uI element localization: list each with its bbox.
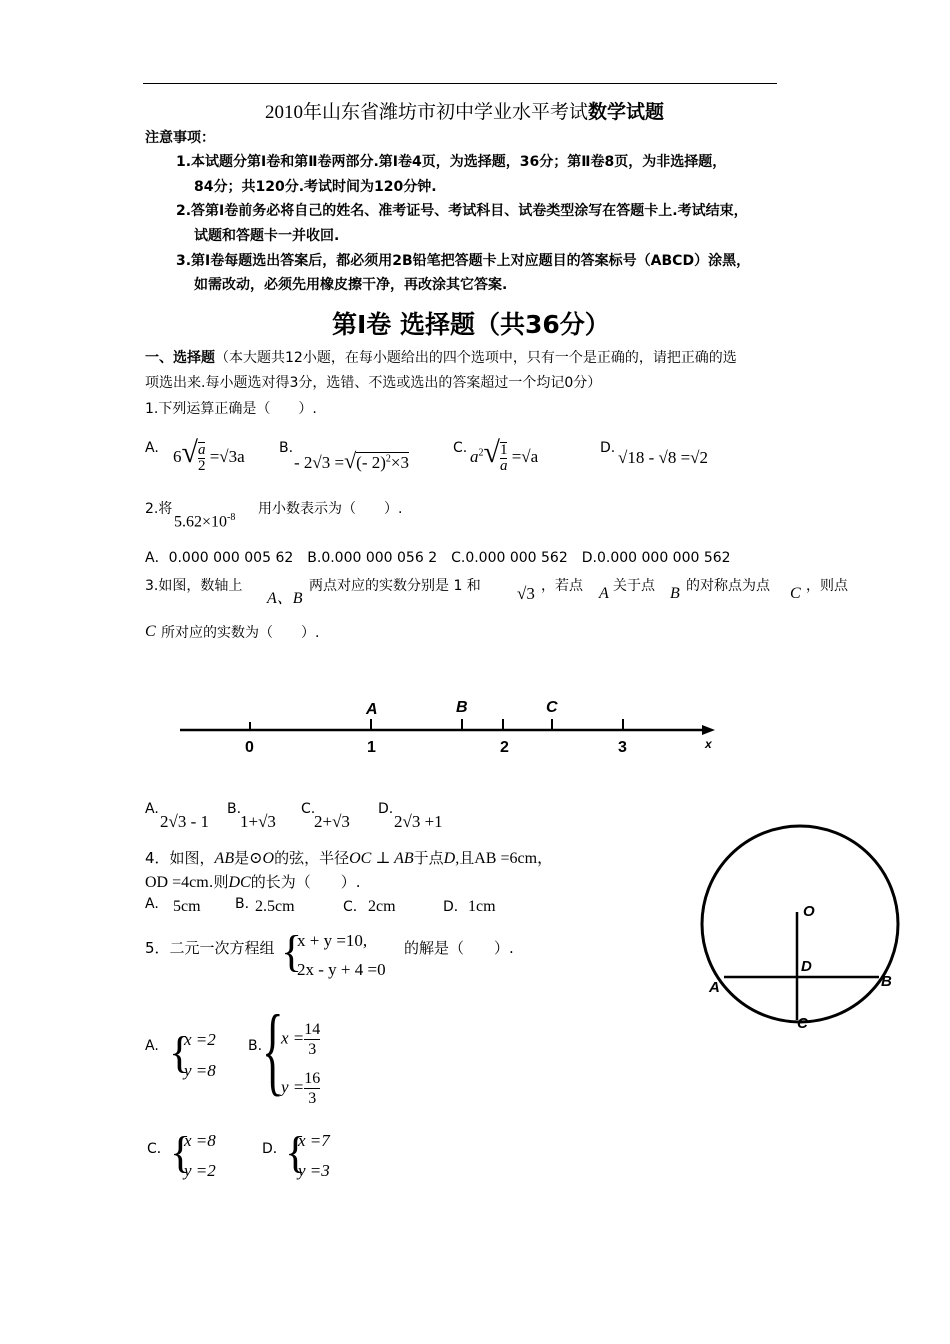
q1-label-d: D. [600, 440, 616, 456]
q5-post: 的解是（ ）. [404, 939, 514, 957]
q3-line2-rest: 所对应的实数为（ ）. [161, 625, 320, 641]
q1-c-base: a [470, 447, 479, 466]
tick-label-0: 0 [245, 739, 254, 756]
q3-mid2: ，若点 [541, 578, 583, 594]
circle-o [702, 826, 898, 1022]
q3-sqrt3: √3 [517, 584, 535, 603]
q4-option-a: 5cm [173, 898, 201, 915]
point-c-label: C [546, 699, 558, 716]
q5-d-y: y =3 [298, 1161, 330, 1180]
q4-option-c: 2cm [368, 898, 396, 915]
q1-a-num: a [197, 442, 206, 459]
q5-d-brace: { [285, 1128, 307, 1177]
q5-b-x [281, 1020, 320, 1059]
q2-expr [174, 512, 235, 531]
q5-b-brace: { [262, 994, 284, 1105]
part-one-desc1: （本大题共12小题，在每小题给出的四个选项中，只有一个是正确的，请把正确的选 [215, 350, 737, 366]
q5-system-brace: { [281, 927, 303, 976]
q4-l1-t1: 是 [234, 849, 250, 867]
circle-figure [695, 820, 920, 1040]
q4-l1-ab: AB [214, 850, 235, 867]
label-o: O [803, 903, 815, 920]
note-3-line2: 如需改动，必须先用橡皮擦干净，再改涂其它答案. [194, 277, 508, 293]
number-line-figure [170, 690, 730, 760]
label-b: B [881, 973, 892, 990]
part-one-line1 [145, 347, 737, 367]
q4-label-b: B. [235, 896, 250, 912]
q3-label-c: C. [301, 801, 316, 817]
q4-line2 [145, 871, 360, 892]
q5-b-y [281, 1069, 320, 1108]
q4-label-a: A. [145, 896, 159, 912]
q1-label-a: A. [145, 440, 159, 456]
q5-b-y-den: 3 [308, 1090, 317, 1107]
section-title: 第Ⅰ卷 选择题（共36分） [332, 310, 610, 339]
q2-expr-exp: -8 [227, 512, 236, 523]
tick-label-1: 1 [367, 739, 376, 756]
part-one-desc2: 项选出来.每小题选对得3分，选错、不选或选出的答案超过一个均记0分） [145, 375, 602, 391]
tick-label-2: 2 [500, 739, 509, 756]
axis-label-x: x [705, 737, 712, 751]
q5-c-brace: { [170, 1128, 192, 1177]
q5-eq1: x + y =10, [297, 931, 368, 950]
q4-l2-t2: 的长为（ ）. [250, 873, 361, 891]
note-2-line1: 2.答第Ⅰ卷前务必将自己的姓名、准考证号、考试科目、试卷类型涂写在答题卡上.考试结束， [176, 203, 748, 219]
axis-arrow-icon [702, 725, 715, 735]
q4-l1-eq: AB =6cm， [474, 850, 554, 867]
q2-options: A．0.000 000 005 62 B.0.000 000 056 2 C.0.000 000 562 D.0.000 000 000 562 [145, 550, 731, 566]
q5-b-y-pre: y = [281, 1077, 305, 1097]
note-2-line2: 试题和答题卡一并收回. [194, 228, 340, 244]
q4-l1-t4: 且 [459, 849, 475, 867]
q4-l1-oc: OC ⊥ AB [349, 850, 414, 867]
q1-c-num: 1 [499, 442, 508, 459]
q2-pre: 2.将 [145, 501, 173, 517]
q5-a-y: y =8 [184, 1061, 216, 1080]
q4-option-d: 1cm [468, 898, 496, 915]
notes-label: 注意事项： [145, 130, 215, 146]
label-d: D [801, 958, 812, 975]
q5-a-x: x =2 [184, 1030, 216, 1049]
q4-l1-o: ⊙O [249, 850, 275, 867]
q1-c-rhs: =√a [511, 447, 539, 466]
q5-d-x: x =7 [298, 1131, 330, 1150]
q4-l2-dc: DC [228, 874, 251, 891]
q4-l2-t1: .则 [208, 873, 229, 891]
q3-b: B [670, 585, 680, 602]
q5-eq2: 2x - y + 4 =0 [297, 960, 386, 979]
title-plain: 2010年山东省潍坊市初中学业水平考试 [265, 102, 589, 123]
note-1-line2: 84分；共120分.考试时间为120分钟. [194, 179, 437, 195]
q1-a-den: 2 [197, 458, 206, 475]
q1-option-a: 6√ $\frac{a}{2}$ =√3a [173, 436, 245, 475]
q4-option-b: 2.5cm [255, 898, 295, 915]
q5-pre: 5．二元一次方程组 [145, 939, 275, 957]
q5-a-brace: { [169, 1028, 191, 1077]
q1-c-exp: 2 [478, 447, 484, 459]
q5-b-x-den: 3 [308, 1041, 317, 1058]
q1-b-exp: 2 [385, 453, 391, 465]
q3-option-b: 1+√3 [240, 812, 276, 831]
q3-ab: A、B [267, 590, 303, 607]
q1-a-rhs: =√3a [209, 447, 245, 466]
q5-c-x: x =8 [184, 1131, 216, 1150]
q5-label-b: B. [248, 1038, 263, 1054]
title-bold: 数学试题 [588, 101, 665, 123]
q1-b-tail: ×3 [390, 453, 409, 472]
q1-option-c: $a^2√$ $\frac{1}{a}$ =√a [470, 436, 539, 475]
q4-l1-d: D, [443, 850, 460, 867]
note-3-line1: 3.第Ⅰ卷每题选出答案后，都必须用2B铅笔把答题卡上对应题目的答案标号（ABCD）涂黑， [176, 253, 751, 269]
q3-mid4: 的对称点为点 [686, 578, 770, 594]
tick-label-3: 3 [618, 739, 627, 756]
page-title [265, 97, 664, 124]
q3-option-d: 2√3 +1 [394, 812, 443, 831]
q5-label-c: C． [147, 1141, 171, 1157]
q3-label-a: A. [145, 801, 159, 817]
q5-b-y-num: 16 [304, 1070, 321, 1087]
q2-expr-base: 5.62×10 [174, 513, 228, 531]
point-b-label: B [456, 699, 468, 716]
q1-label-c: C. [453, 440, 468, 456]
q1-b-lhs: - 2√3 = [294, 453, 345, 472]
note-1-line1: 1.本试题分第Ⅰ卷和第Ⅱ卷两部分.第Ⅰ卷4页，为选择题，36分；第Ⅱ卷8页，为非选择题， [176, 154, 727, 170]
q5-label-a: A. [145, 1038, 159, 1054]
q3-label-b: B. [227, 801, 242, 817]
q4-label-c: C． [343, 899, 367, 915]
q5-b-x-pre: x = [281, 1028, 305, 1048]
q4-line1 [145, 845, 553, 868]
q3-a: A [599, 585, 609, 602]
q1-b-rad: (- 2) [356, 453, 386, 472]
q4-l1-t3: 于点 [413, 849, 444, 867]
q3-mid1: 两点对应的实数分别是 1 和 [309, 578, 481, 594]
q3-label-d: D. [378, 801, 394, 817]
q3-option-c: 2+√3 [314, 812, 350, 831]
q4-l1-t2: 的弦，半径 [274, 849, 350, 867]
q1-label-b: B. [279, 440, 294, 456]
label-a: A [709, 979, 720, 996]
q3-mid5: ，则点 [806, 578, 848, 594]
q1-stem: 1.下列运算正确是（ ）. [145, 401, 317, 417]
q3-mid3: 关于点 [613, 578, 655, 594]
header-rule [143, 83, 777, 84]
q5-b-x-num: 14 [304, 1021, 321, 1038]
q1-option-d: √18 - √8 =√2 [618, 448, 708, 467]
q4-l2-eq: OD =4cm [145, 874, 209, 891]
part-one-label: 一、选择题 [145, 350, 215, 366]
q5-c-y: y =2 [184, 1161, 216, 1180]
q3-pre: 3.如图，数轴上 [145, 578, 243, 594]
label-c: C [797, 1015, 808, 1032]
q3-line2-c: C [145, 623, 156, 640]
q1-a-coef: 6 [173, 447, 182, 466]
point-a-label: A [366, 701, 378, 718]
q3-option-a: 2√3 - 1 [160, 812, 209, 831]
q2-post: 用小数表示为（ ）. [258, 501, 403, 517]
q5-label-d: D． [262, 1141, 287, 1157]
q1-option-b: - 2√3 =√(- 2)$^2$×3 [294, 448, 409, 473]
q3-c: C [790, 585, 801, 602]
q4-l1-pre: 4．如图， [145, 849, 215, 867]
q4-label-d: D． [443, 899, 468, 915]
q1-c-den: a [499, 458, 508, 475]
